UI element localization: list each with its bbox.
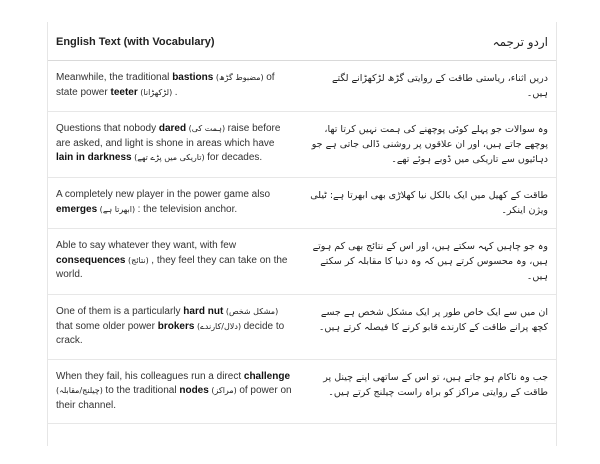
vocabulary-term: teeter bbox=[110, 86, 138, 98]
vocabulary-term: dared bbox=[158, 123, 187, 134]
urdu-gloss: (مراکز) bbox=[208, 386, 240, 395]
vocabulary-term: emerges bbox=[56, 203, 98, 215]
table-row bbox=[48, 359, 556, 424]
english-cell bbox=[48, 178, 302, 229]
urdu-cell: طاقت کے کھیل میں ایک بالکل نیا کھلاڑی بھی ابھرتا ہے: ٹیلی ویژن اینکر۔ bbox=[302, 178, 556, 229]
english-cell bbox=[48, 295, 302, 360]
urdu-cell: جب وہ ناکام ہو جاتے ہیں، تو اس کے ساتھی اپنے چینل پر طاقت کے روایتی مراکز کو براہ راست چیلنج کرتے ہیں۔ bbox=[302, 359, 556, 424]
urdu-gloss: (مضبوط گڑھ) bbox=[213, 73, 267, 82]
english-text: Meanwhile, the traditional bbox=[56, 72, 173, 83]
urdu-cell: وہ جو چاہیں کہہ سکتے ہیں، اور اس کے نتائج بھی کم ہوتے ہیں، وہ محسوس کرتے ہیں کہ وہ دنیا کا مقابلہ کر سکتے ہیں۔ bbox=[302, 229, 556, 295]
urdu-gloss: (چیلنج/مقابلہ) bbox=[56, 386, 106, 395]
table-row bbox=[48, 229, 556, 295]
english-text: One of them is a particularly bbox=[56, 306, 184, 317]
english-text: . bbox=[174, 86, 178, 98]
english-text: : the television anchor. bbox=[137, 203, 238, 215]
urdu-gloss: (ابھرتا ہے) bbox=[97, 204, 138, 214]
vocabulary-term: consequences bbox=[56, 254, 126, 266]
urdu-gloss: (لڑکھڑانا) bbox=[137, 87, 175, 97]
translation-table bbox=[48, 22, 556, 424]
english-text: , they feel they can take on the world. bbox=[56, 254, 288, 280]
document-page bbox=[47, 22, 557, 446]
urdu-gloss: (دلال/کارندے) bbox=[194, 321, 244, 331]
english-text: raise before are asked, and light is shone in areas which have bbox=[56, 123, 281, 149]
vocabulary-term: nodes bbox=[179, 385, 209, 396]
urdu-gloss: (نتائج) bbox=[125, 255, 152, 265]
urdu-column-header: اردو ترجمہ bbox=[302, 22, 556, 61]
english-cell bbox=[48, 229, 302, 295]
english-text: A completely new player in the power game also bbox=[56, 189, 271, 200]
urdu-gloss: (مشکل شخص) bbox=[223, 307, 279, 316]
english-text: for decades. bbox=[207, 152, 263, 163]
table-row bbox=[48, 112, 556, 178]
urdu-gloss: (تاریکی میں پڑے تھے) bbox=[131, 153, 208, 162]
table-row bbox=[48, 61, 556, 112]
english-column-header: English Text (with Vocabulary) bbox=[48, 22, 302, 61]
urdu-cell: وہ سوالات جو پہلے کوئی پوچھنے کی ہمت نہیں کرتا تھا، پوچھے جاتے ہیں، اور ان علاقوں پر روشنی ڈالی جاتی ہے جو دہائیوں سے تاریکی میں ڈوبے ہوئے تھے۔ bbox=[302, 112, 556, 178]
english-text: decide to crack. bbox=[56, 320, 285, 346]
urdu-gloss: (ہمت کی) bbox=[186, 124, 228, 133]
vocabulary-term: hard nut bbox=[183, 306, 224, 317]
english-text: of state power bbox=[56, 72, 275, 98]
vocabulary-term: bastions bbox=[172, 72, 214, 83]
english-text: Able to say whatever they want, with few bbox=[56, 240, 237, 251]
vocabulary-term: brokers bbox=[157, 320, 195, 332]
header-row bbox=[48, 22, 556, 61]
table-row bbox=[48, 178, 556, 229]
urdu-cell: دریں اثناء، ریاستی طاقت کے روایتی گڑھ لڑکھڑانے لگتے ہیں۔ bbox=[302, 61, 556, 112]
table-row bbox=[48, 295, 556, 360]
english-text: Questions that nobody bbox=[56, 123, 159, 134]
english-text: of power on their channel. bbox=[56, 385, 292, 411]
english-cell bbox=[48, 359, 302, 424]
vocabulary-term: lain in darkness bbox=[56, 152, 132, 163]
english-text: that some older power bbox=[56, 320, 158, 332]
english-text: When they fail, his colleagues run a direct bbox=[56, 370, 244, 382]
english-text: to the traditional bbox=[105, 385, 180, 396]
urdu-cell: ان میں سے ایک خاص طور پر ایک مشکل شخص ہے جسے کچھ پرانے طاقت کے کارندے قابو کرنے کا فیصلہ کرتے ہیں۔ bbox=[302, 295, 556, 360]
vocabulary-term: challenge bbox=[243, 370, 291, 382]
english-cell bbox=[48, 61, 302, 112]
english-cell bbox=[48, 112, 302, 178]
